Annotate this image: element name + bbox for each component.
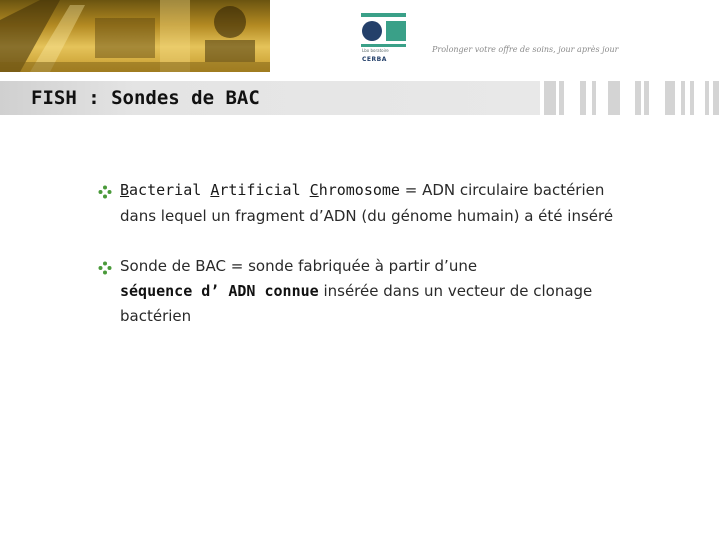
emphasized-text: séquence d’ ADN connue (120, 282, 319, 300)
bullet-2-line-2 (120, 282, 592, 300)
barcode-decoration (540, 81, 720, 115)
slide-title: FISH : Sondes de BAC (31, 87, 260, 109)
bullet-1-line-2: dans lequel un fragment d’ADN (du génome humain) a été inséré (120, 207, 614, 225)
term-part: acterial (129, 181, 211, 199)
tagline: Prolonger votre offre de soins, jour après jour (432, 45, 619, 54)
bullet-2-line-1: Sonde de BAC = sonde fabriquée à partir d’une (120, 257, 478, 275)
term-letter-a: A (210, 181, 220, 199)
term-letter-c: C (309, 181, 319, 199)
bac-term (120, 181, 400, 199)
diamond-bullet-icon (98, 184, 112, 198)
bullet-2-line-3: bactérien (120, 307, 192, 325)
logo-text: Lbo boratoire (362, 48, 389, 53)
bullet-2-text: insérée dans un vecteur de clonage (318, 282, 593, 300)
term-part: hromosome (318, 181, 400, 199)
diamond-bullet-icon (98, 260, 112, 274)
logo-brand: CERBA (362, 56, 387, 63)
definition-text: = ADN circulaire bactérien (399, 181, 605, 199)
bullet-1-line-1 (120, 181, 604, 199)
header-banner-image (0, 0, 270, 72)
term-letter-b: B (120, 181, 130, 199)
term-part: rtificial (219, 181, 310, 199)
